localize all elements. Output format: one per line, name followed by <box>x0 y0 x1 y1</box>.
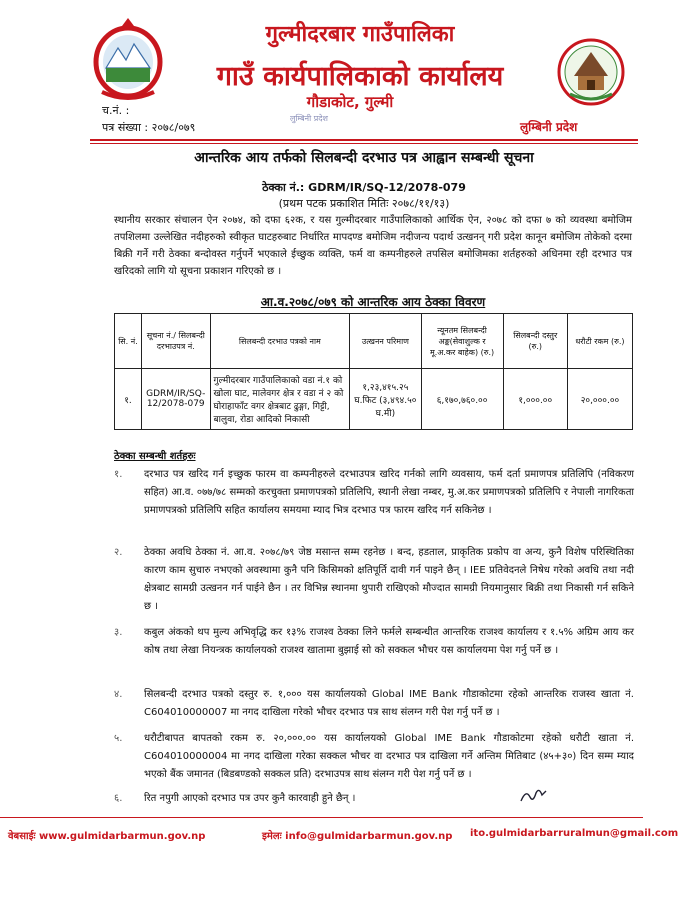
stamp-text: लुम्बिनी प्रदेश <box>290 114 328 123</box>
condition-text: ठेक्का अवधि ठेक्का नं. आ.व. २०७८/७९ जेष्ठ मसान्त सम्म रहनेछ । बन्द, हडताल, प्राकृतिक प्रकोप वा अन्य, कुनै विशेष परिस्थितिका कारण काम सुचारु नभएको अवस्थामा कुनै पनि किसिमको क्षतिपूर्ति दावी गर्न पाइने छैन् । IEE प्रतिवेदनले निषेध गरेको अवधि तथा नदी क्षेत्रबाट सामग्री उत्खनन गर्न पाईने छैन । तर विभिन्न स्थानमा थुपारी राखिएको मौज्दात सामग्री नियमानुसार बिक्री तथा निकासी गर्न सकिने छ । <box>144 547 634 612</box>
office-location: गौडाकोट, गुल्मी <box>306 93 394 111</box>
signature-icon <box>518 785 548 807</box>
col-header-min-amount: न्यूनतम सिलबन्दी अङ्क(सेवाशुल्क र मू.अ.कर बाहेक) (रु.) <box>421 314 503 369</box>
col-header-notice-no: सूचना नं./ सिलबन्दी दरभाउपत्र नं. <box>141 314 210 369</box>
condition-number: ५. <box>114 733 123 744</box>
footer-website[interactable]: वेबसाईः www.gulmidarbarmun.gov.np <box>8 831 206 842</box>
letter-number: पत्र संख्या : २०७८/०७९ <box>102 121 196 134</box>
condition-number: २. <box>114 547 123 558</box>
condition-text: दरभाउ पत्र खरिद गर्न इच्छुक फारम वा कम्पनीहरुले दरभाउपत्र खरिद गर्नको लागि व्यवसाय, फर्म दर्ता प्रमाणपत्र प्रतिलिपि (नविकरण सहित) आ.व. ०७७/७८ सम्मको करचुक्ता प्रमाणपत्रको प्रतिलिपि, स्थानी लेखा नम्बर, मु.अ.कर प्रमाणपत्रको प्रतिलिपि र नेपाली नागरिकता प्रमाणपत्रको प्रतिलिपि सहित कार्यालय समयमा म्याद भित्र दरभाउ पत्र फारम खरिद गर्न सकिनेछ । <box>144 469 634 516</box>
footer-rule <box>0 817 643 818</box>
cell-quantity: १,२३,४१५.२५ घ.फिट (३,४९४.५० घ.मी) <box>350 369 421 430</box>
tender-table <box>114 313 633 430</box>
table-row <box>115 369 633 430</box>
reference-cn: च.नं. : <box>102 104 130 117</box>
condition-text: कबुल अंकको थप मुल्य अभिवृद्धि कर १३% राजश्व ठेक्का लिने फर्मले सम्बन्धीत आन्तरिक राजश्व कार्यालय र १.५% अग्रिम आय कर कोष तथा लेखा नियन्त्रक कार्यालयको राजश्व खातामा बुझाई सो को सक्कल भौचर यस कार्यालयमा पेश गर्नु पर्ने छ । <box>144 627 634 656</box>
office-name: गाउँ कार्यपालिकाको कार्यालय <box>216 61 504 92</box>
condition-number: ३. <box>114 627 123 638</box>
conditions-heading: ठेक्का सम्बन्धी शर्तहरुः <box>114 451 196 462</box>
intro-paragraph: स्थानीय सरकार संचालन ऐन २०७४, को दफा ६२क, र यस गुल्मीदरबार गाउँपालिकाको आर्थिक ऐन, २०७८ को दफा ७ को व्यवस्था बमोजिम तपशिलमा उल्लेखित नदीहरुको स्वीकृत घाटहरुबाट निर्धारित मापदण्ड बमोजिम नदीजन्य पदार्थ उत्खनन् गरी प्रदेश कानून बमोजिम तोकेको दरमा बिक्री गर्ने गरी ठेक्का बन्दोवस्त गर्नुपर्ने भएकाले ईच्छुक व्यक्ति, फर्म वा कम्पनीहरुले तपसिल बमोजिमका शर्तहरुको अधिनमा रही दरभाउ पत्र खरिदको लागि यो सूचना प्रकाशन गरिएको छ । <box>114 215 632 277</box>
table-title: आ.व.२०७८/०७९ को आन्तरिक आय ठेक्का विवरण <box>260 295 486 309</box>
col-header-fee: सिलबन्दी दस्तुर (रु.) <box>503 314 567 369</box>
tender-reference: ठेक्का नं.: GDRM/IR/SQ-12/2078-079 <box>262 181 466 194</box>
cell-name: गुल्मीदरबार गाउँपालिकाको वडा नं.१ को खोला घाट, मालेवगर क्षेत्र र वडा नं २ को घोराहाफाँट वगर क्षेत्रबाट ढुङ्गा, गिट्टी, बालुवा, रोडा आदिको निकासी <box>210 369 350 430</box>
publish-date: (प्रथम पटक प्रकाशित मितिः २०७८/११/१३) <box>278 197 450 210</box>
cell-fee: १,०००.०० <box>503 369 567 430</box>
condition-text: सिलबन्दी दरभाउ पत्रको दस्तुर रु. १,००० यस कार्यालयको Global IME Bank गौडाकोटमा रहेको आन्तरिक राजस्व खाता नं. C604010000007 मा नगद दाखिला गरेको भौचर दरभाउ पत्र साथ संलग्न गरी पेश गर्नु पर्ने छ । <box>144 689 634 718</box>
condition-number: ६. <box>114 793 123 804</box>
municipality-logo-icon <box>556 30 626 112</box>
province-name: लुम्बिनी प्रदेश <box>520 120 578 134</box>
table-header-row <box>115 314 633 369</box>
condition-text: रित नपुगी आएको दरभाउ पत्र उपर कुनै कारवाही हुने छैन् । <box>144 793 356 804</box>
col-header-deposit: धरौटी रकम (रु.) <box>567 314 632 369</box>
condition-number: ४. <box>114 689 123 700</box>
cell-notice-no: GDRM/IR/SQ-12/2078-079 <box>141 369 210 430</box>
cell-sn: १. <box>115 369 142 430</box>
col-header-sn: सि. नं. <box>115 314 142 369</box>
col-header-quantity: उत्खनन परिमाण <box>350 314 421 369</box>
header-rule <box>90 139 638 141</box>
header-rule-thin <box>90 143 638 144</box>
footer-email[interactable]: इमेलः info@gulmidarbarmun.gov.np <box>262 831 453 842</box>
municipality-name: गुल्मीदरबार गाउँपालिका <box>265 22 455 47</box>
col-header-name: सिलबन्दी दरभाउ पत्रको नाम <box>210 314 350 369</box>
cell-min-amount: ६,१७०,७६०.०० <box>421 369 503 430</box>
cell-deposit: २०,०००.०० <box>567 369 632 430</box>
condition-number: १. <box>114 469 123 480</box>
notice-title: आन्तरिक आय तर्फको सिलबन्दी दरभाउ पत्र आह्वान सम्बन्धी सूचना <box>194 150 534 166</box>
footer-email-secondary[interactable]: ito.gulmidarbarruralmun@gmail.com <box>470 828 678 839</box>
nepal-emblem-icon <box>92 18 164 102</box>
condition-text: धरौटीबापत बापतको रकम रु. २०,०००.०० यस कार्यालयको Global IME Bank गौडाकोटमा रहेको धरौटी खाता नं. C604010000004 मा नगद दाखिला गरेका सक्कल भौचर वा दरभाउ पत्र दाखिला गर्ने अन्तिम मितिबाट (४५+३०) दिन सम्म म्याद भएको बैंक जमानत (बिडबण्डको सक्कल प्रति) दरभाउपत्र साथ संलग्न गरी पेश गर्नु पर्ने छ । <box>144 733 634 780</box>
